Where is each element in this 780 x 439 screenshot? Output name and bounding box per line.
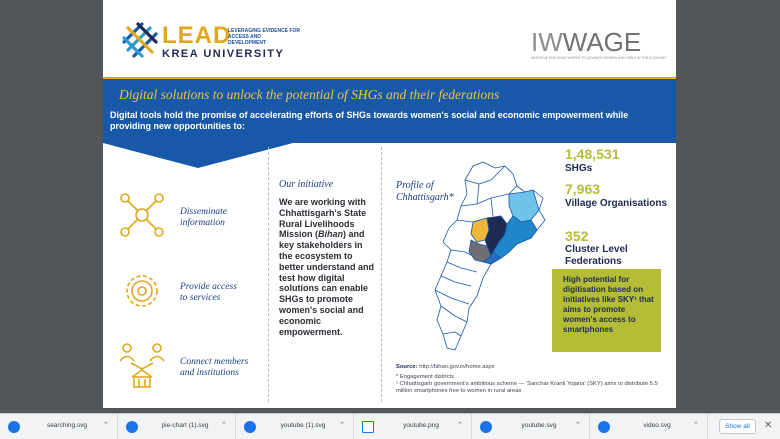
show-all-button[interactable]: Show all — [719, 419, 756, 434]
iwwage-tagline: INITIATIVE FOR WHAT WORKS TO ADVANCE WOMEN AND GIRLS IN THE ECONOMY — [531, 56, 667, 60]
activity-access — [117, 266, 267, 316]
source-note: Source: http://bihan.gov.in/home.aspx — [396, 364, 495, 370]
edge-icon — [8, 421, 20, 433]
edge-icon — [598, 421, 610, 433]
gear-services-icon — [117, 266, 167, 316]
chevron-up-icon[interactable]: ⌃ — [103, 422, 109, 429]
lead-krea-logo — [120, 20, 300, 64]
network-nodes-icon — [117, 190, 167, 240]
stat-clf-label: Cluster Level Federations — [565, 244, 628, 267]
column-divider — [268, 147, 269, 402]
column-divider — [381, 147, 382, 402]
lead-wordmark: LEAD — [162, 22, 232, 49]
footnote-engagement: * Engagement districts — [396, 374, 454, 380]
initiative-title: Our initiative — [279, 179, 334, 190]
download-item[interactable] — [118, 414, 236, 439]
stat-vo-label: Village Organisations — [565, 198, 668, 209]
stat-shg-number: 1,48,531 — [565, 146, 620, 162]
footnote-sky: ¹ Chhattisgarh government's ambitious scheme — 'Sanchar Kranti Yojana' (SKY) aims to distribute 5.5 million smartphones free to women in rural areas — [396, 381, 658, 394]
download-bar — [0, 413, 780, 439]
download-filename: youtube.png — [403, 422, 439, 429]
edge-icon — [244, 421, 256, 433]
download-filename: searching.svg — [46, 422, 88, 429]
image-file-icon — [362, 421, 374, 433]
chevron-up-icon[interactable]: ⌃ — [693, 422, 699, 429]
activity-label: Connect members and institutions — [180, 357, 249, 378]
banner-title: Digital solutions to unlock the potential of SHGs and their federations — [119, 87, 500, 102]
chevron-up-icon[interactable]: ⌃ — [575, 422, 581, 429]
stat-shg-label: SHGs — [565, 163, 593, 174]
chevron-up-icon[interactable]: ⌃ — [221, 422, 227, 429]
banner-subtitle: Digital tools hold the promise of accelerating efforts of SHGs towards women's social and economic empowerment while providing new opportunities to: — [110, 110, 629, 131]
people-building-icon — [117, 341, 167, 391]
activity-connect — [117, 341, 267, 391]
stat-vo-number: 7,963 — [565, 181, 601, 197]
download-filename: youtube (1).svg — [280, 422, 326, 429]
edge-icon — [126, 421, 138, 433]
download-item[interactable] — [590, 414, 708, 439]
activity-label: Provide access to services — [180, 282, 237, 303]
chevron-up-icon[interactable]: ⌃ — [457, 422, 463, 429]
download-item[interactable] — [0, 414, 118, 439]
iwwage-wordmark: IWWAGE — [531, 27, 642, 57]
initiative-body: We are working with Chhattisgarh's State Rural Livelihoods Mission (Bihan) and key stakeholders in the ecosystem to better understand and test how digital solutions can enable SHGs to promote women's social and economic empowerment. — [279, 197, 375, 337]
pdf-slide — [103, 0, 676, 408]
edge-icon — [480, 421, 492, 433]
iwwage-logo — [531, 27, 667, 64]
banner-notch — [103, 143, 293, 168]
download-item[interactable] — [354, 414, 472, 439]
krea-university-wordmark: KREA UNIVERSITY — [162, 48, 285, 60]
download-filename: pie-chart (1).svg — [161, 422, 209, 429]
banner-accent-rule — [103, 77, 676, 79]
chhattisgarh-map — [421, 158, 551, 358]
lead-lattice-icon — [120, 20, 160, 60]
lead-tagline: LEVERAGING EVIDENCE FOR ACCESS AND DEVELOPMENT — [228, 28, 300, 46]
download-item[interactable] — [472, 414, 590, 439]
close-icon[interactable]: ✕ — [764, 420, 773, 431]
download-filename: youtube.svg — [521, 422, 557, 429]
download-item[interactable] — [236, 414, 354, 439]
profile-title: Profile of Chhattisgarh* — [396, 180, 454, 203]
chevron-up-icon[interactable]: ⌃ — [339, 422, 345, 429]
digitisation-callout: High potential for digitisation based on initiatives like SKY¹ that aims to promote women's access to smartphones — [552, 269, 661, 352]
activity-disseminate — [117, 190, 267, 240]
activity-label: Disseminate information — [180, 207, 227, 228]
stat-clf-number: 352 — [565, 228, 589, 244]
download-filename: video.svg — [643, 422, 671, 429]
